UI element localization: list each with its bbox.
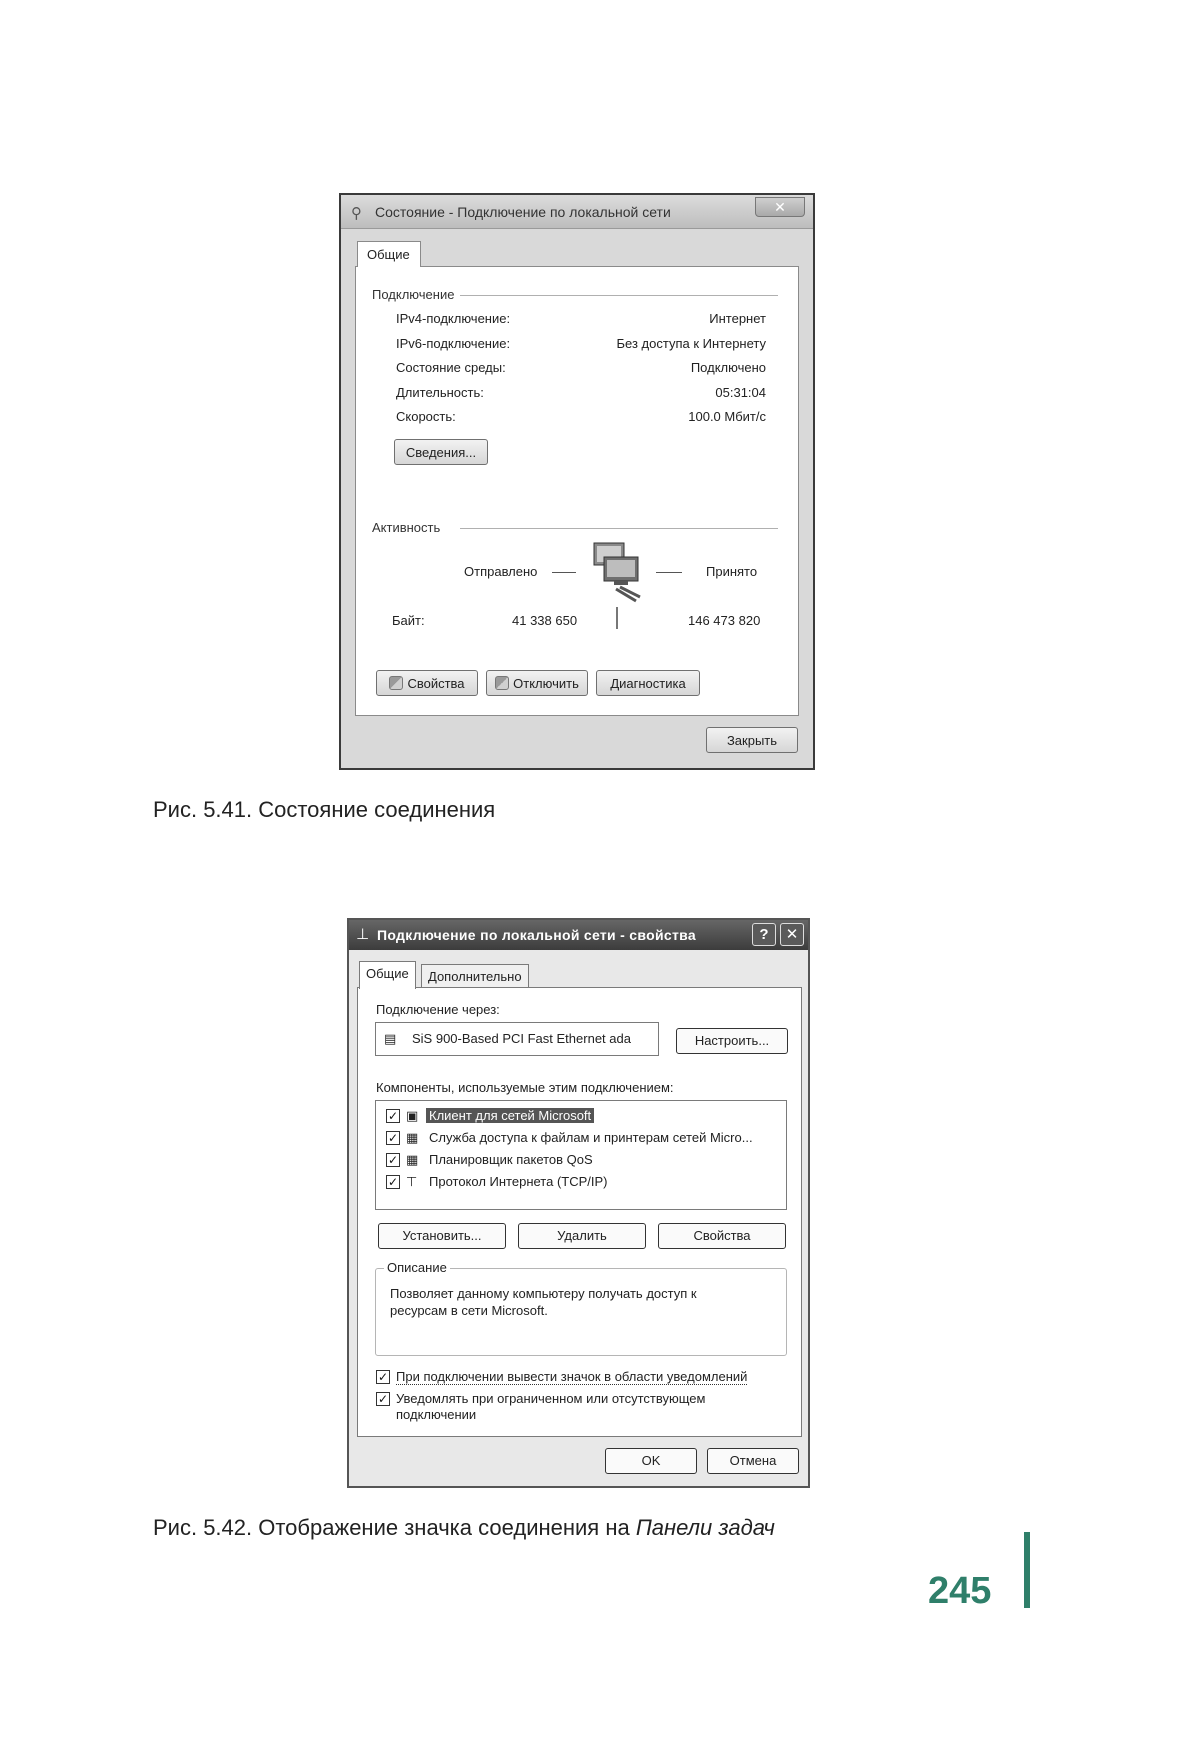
close-icon[interactable]: ✕ [780,923,804,946]
install-button[interactable]: Установить... [378,1223,506,1249]
duration-label: Длительность: [396,385,484,400]
connect-via-label: Подключение через: [376,1002,500,1017]
ipv6-label: IPv6-подключение: [396,336,511,351]
media-state-label: Состояние среды: [396,360,506,375]
figure-caption-5-42 [153,1515,775,1541]
bytes-label: Байт: [392,613,425,628]
connection-properties-dialog [347,918,810,1488]
page-number-bar [1024,1532,1030,1608]
protocol-icon: ⊤ [406,1174,418,1189]
ipv6-value: Без доступа к Интернету [616,336,766,351]
component-item[interactable]: Протокол Интернета (TCP/IP) [429,1174,608,1189]
properties-button-label: Свойства [407,675,465,691]
speed-value: 100.0 Мбит/с [688,409,766,424]
ipv4-value: Интернет [709,311,766,326]
shield-icon [495,676,509,690]
qos-scheduler-icon: ▦ [406,1152,419,1167]
file-printer-service-icon: ▦ [406,1130,419,1145]
sent-label: Отправлено [464,564,538,579]
tab-general[interactable]: Общие [357,241,421,267]
shield-icon [389,676,403,690]
activity-divider [616,607,618,629]
component-checkbox[interactable]: ✓ [387,1175,399,1189]
disable-button-label: Отключить [513,675,579,691]
ipv4-label: IPv4-подключение: [396,311,511,326]
sent-line [552,572,576,573]
speed-label: Скорость: [396,409,456,424]
bytes-sent-value: 41 338 650 [512,613,578,628]
component-properties-button[interactable]: Свойства [658,1223,786,1249]
tray-icon-checkbox[interactable]: ✓ [377,1370,389,1384]
component-item[interactable]: Клиент для сетей Microsoft [426,1108,594,1123]
tab-advanced[interactable]: Дополнительно [421,964,529,988]
notify-option-label[interactable]: Уведомлять при ограниченном или отсутствующем подключении [396,1391,706,1422]
component-item[interactable]: Служба доступа к файлам и принтерам сетей Micro... [429,1130,753,1145]
components-label: Компоненты, используемые этим подключением: [376,1080,674,1095]
dialog-title: Состояние - Подключение по локальной сети [375,204,671,220]
network-icon: ⚲ [351,205,362,222]
dialog-titlebar [341,195,813,229]
tray-icon-option-label[interactable]: При подключении вывести значок в области уведомлений [396,1369,748,1384]
adapter-name: SiS 900-Based PCI Fast Ethernet ada [412,1031,631,1046]
dialog-title: Подключение по локальной сети - свойства [377,927,696,943]
duration-value: 05:31:04 [715,385,766,400]
diagnose-button[interactable]: Диагностика [596,670,700,696]
ok-button[interactable]: OK [605,1448,697,1474]
network-card-icon: ▤ [384,1031,397,1046]
general-panel [357,987,802,1437]
activity-group-label: Активность [372,520,441,535]
component-checkbox[interactable]: ✓ [387,1153,399,1167]
group-divider [460,528,778,529]
received-line [656,572,682,573]
adapter-field [375,1022,659,1056]
media-state-value: Подключено [690,360,766,375]
remove-button[interactable]: Удалить [518,1223,646,1249]
help-icon[interactable]: ? [752,923,776,946]
general-panel [355,266,799,716]
notify-checkbox[interactable]: ✓ [377,1392,389,1406]
disable-button[interactable] [486,670,588,696]
dialog-titlebar [349,920,808,950]
description-group [375,1260,787,1356]
close-icon[interactable]: ✕ [755,197,805,217]
components-list[interactable] [375,1100,787,1210]
received-label: Принято [706,564,758,579]
description-label: Описание [384,1260,450,1275]
component-item[interactable]: Планировщик пакетов QoS [429,1152,593,1167]
component-checkbox[interactable]: ✓ [387,1109,399,1123]
figure-caption-5-41: Рис. 5.41. Состояние соединения [153,797,496,822]
bytes-received-value: 146 473 820 [688,613,761,628]
caption-text: Рис. 5.42. Отображение значка соединения на [153,1515,636,1540]
connection-group-label: Подключение [372,287,455,302]
configure-button[interactable]: Настроить... [676,1028,788,1054]
network-client-icon: ▣ [406,1108,419,1123]
network-icon: ⊥ [356,926,370,943]
close-button[interactable]: Закрыть [706,727,798,753]
description-text: Позволяет данному компьютеру получать доступ к ресурсам в сети Microsoft. [390,1286,697,1318]
network-computers-icon [584,539,648,611]
connection-status-dialog [339,193,815,770]
group-divider [460,295,778,296]
properties-button[interactable] [376,670,478,696]
component-checkbox[interactable]: ✓ [387,1131,399,1145]
caption-italic-term: Панели задач [635,1515,775,1540]
details-button[interactable]: Сведения... [394,439,488,465]
cancel-button[interactable]: Отмена [707,1448,799,1474]
page-number: 245 [928,1570,992,1612]
tab-general[interactable]: Общие [359,961,416,989]
